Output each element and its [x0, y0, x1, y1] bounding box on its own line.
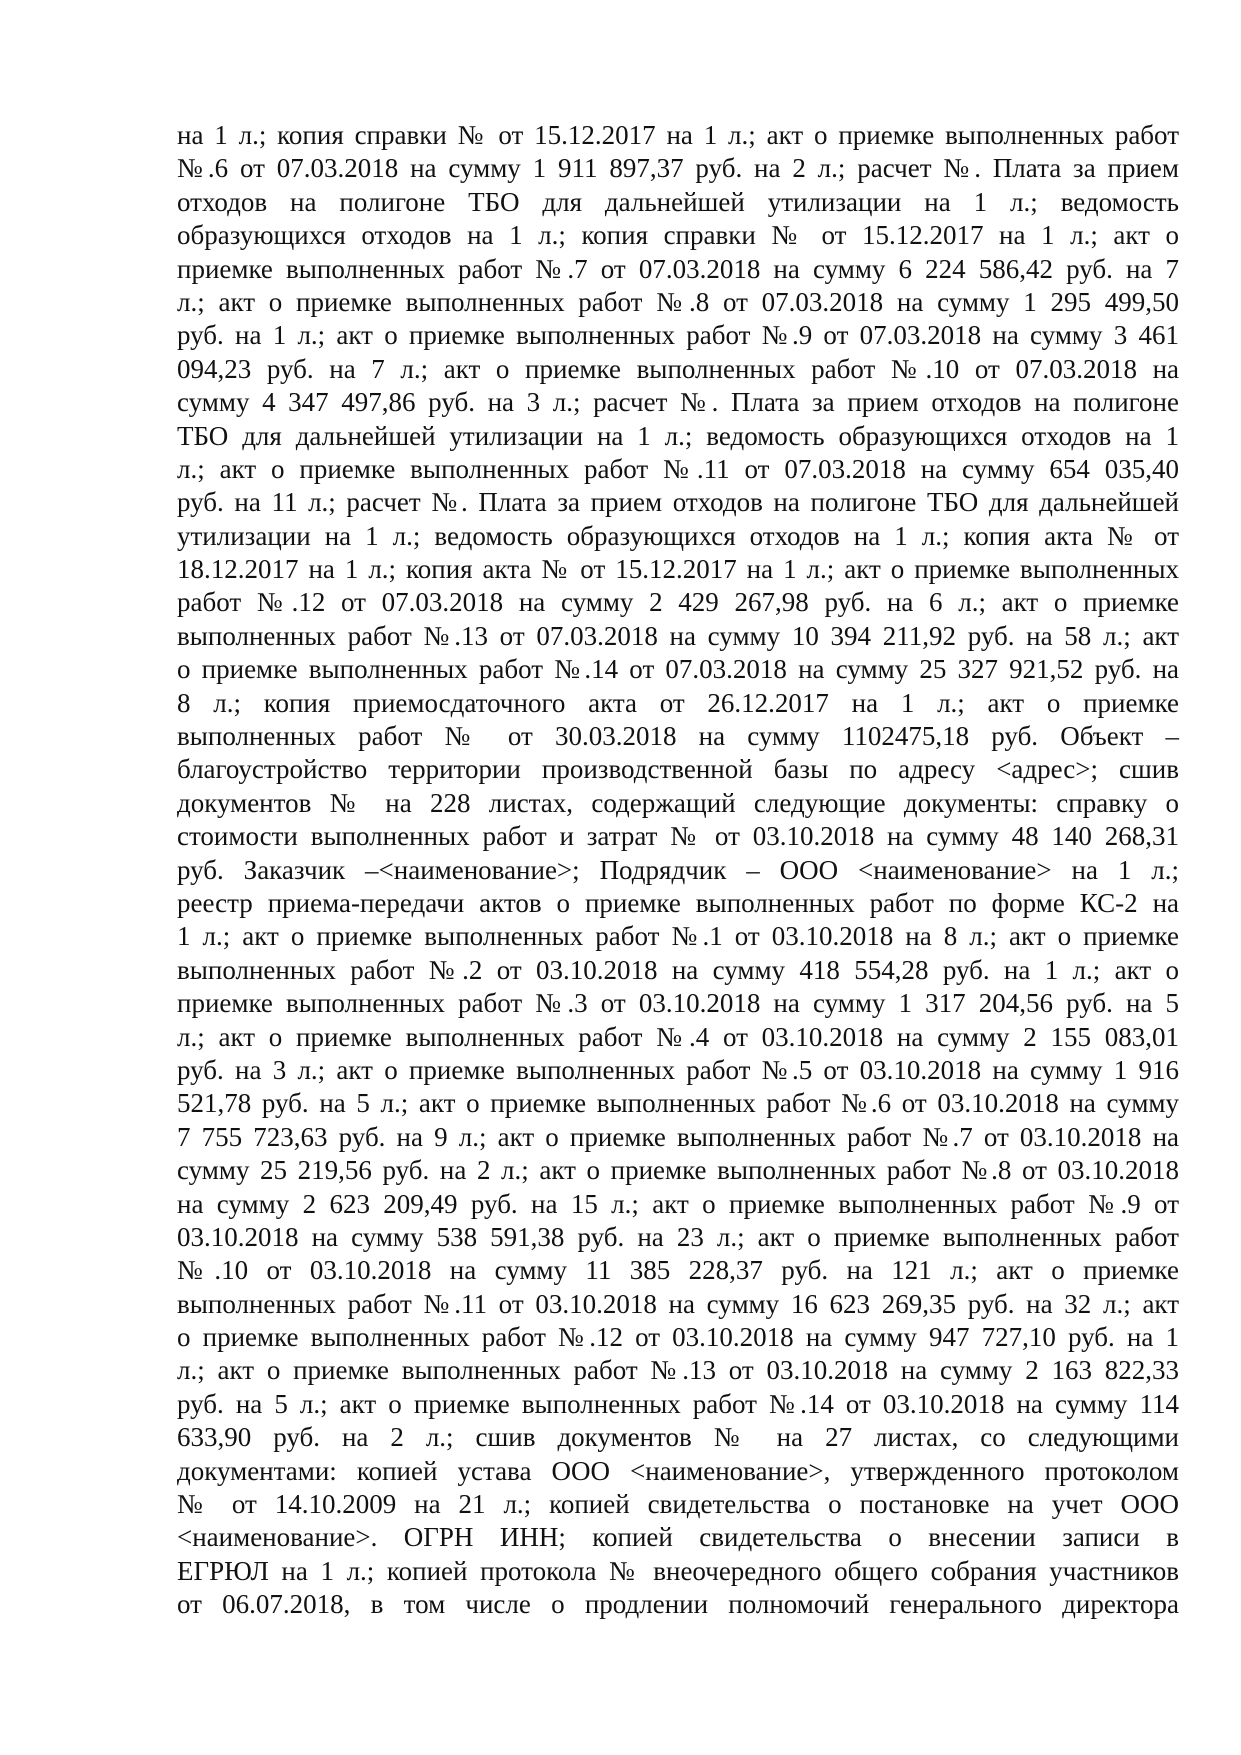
text-line: от 06.07.2018, в том числе о продлении полномочий генерального директора — [177, 1589, 1179, 1620]
text-line: приемке выполненных работ №.3 от 03.10.2018 на сумму 1 317 204,56 руб. на 5 — [177, 988, 1179, 1019]
text-line: документами: копией устава ООО <наименование>, утвержденного протоколом — [177, 1455, 1179, 1486]
text-line: работ №.12 от 07.03.2018 на сумму 2 429 267,98 руб. на 6 л.; акт о приемке — [177, 587, 1179, 618]
text-line: 7 755 723,63 руб. на 9 л.; акт о приемке выполненных работ №.7 от 03.10.2018 на — [177, 1121, 1179, 1152]
text-line: ЕГРЮЛ на 1 л.; копией протокола № внеочередного общего собрания участников — [177, 1555, 1179, 1586]
text-line: №.6 от 07.03.2018 на сумму 1 911 897,37 руб. на 2 л.; расчет №. Плата за прием — [177, 153, 1179, 184]
text-line: 18.12.2017 на 1 л.; копия акта № от 15.12.2017 на 1 л.; акт о приемке выполненных — [177, 554, 1179, 585]
text-line: л.; акт о приемке выполненных работ №.4 от 03.10.2018 на сумму 2 155 083,01 — [177, 1021, 1179, 1052]
text-line: 521,78 руб. на 5 л.; акт о приемке выполненных работ №.6 от 03.10.2018 на сумму — [177, 1088, 1179, 1119]
text-line: <наименование>. ОГРН ИНН; копией свидетельства о внесении записи в — [177, 1522, 1179, 1553]
text-line: на сумму 2 623 209,49 руб. на 15 л.; акт о приемке выполненных работ №.9 от — [177, 1188, 1179, 1219]
text-line: руб. на 1 л.; акт о приемке выполненных работ №.9 от 07.03.2018 на сумму 3 461 — [177, 320, 1179, 351]
text-line: 03.10.2018 на сумму 538 591,38 руб. на 23 л.; акт о приемке выполненных работ — [177, 1221, 1179, 1252]
text-line: утилизации на 1 л.; ведомость образующихся отходов на 1 л.; копия акта № от — [177, 520, 1179, 551]
text-line: отходов на полигоне ТБО для дальнейшей утилизации на 1 л.; ведомость — [177, 186, 1179, 217]
text-line: образующихся отходов на 1 л.; копия справки № от 15.12.2017 на 1 л.; акт о — [177, 220, 1179, 251]
text-line: л.; акт о приемке выполненных работ №.13 от 03.10.2018 на сумму 2 163 822,33 — [177, 1355, 1179, 1386]
text-line: 633,90 руб. на 2 л.; сшив документов № на 27 листах, со следующими — [177, 1422, 1179, 1453]
text-line: на 1 л.; копия справки № от 15.12.2017 на 1 л.; акт о приемке выполненных работ — [177, 120, 1179, 150]
text-line: 1 л.; акт о приемке выполненных работ №.1 от 03.10.2018 на 8 л.; акт о приемке — [177, 921, 1179, 952]
text-line: о приемке выполненных работ №.14 от 07.03.2018 на сумму 25 327 921,52 руб. на — [177, 654, 1179, 685]
body-text — [177, 119, 1179, 1622]
text-line: № от 14.10.2009 на 21 л.; копией свидетельства о постановке на учет ООО — [177, 1489, 1179, 1520]
text-line: о приемке выполненных работ №.12 от 03.10.2018 на сумму 947 727,10 руб. на 1 — [177, 1322, 1179, 1353]
text-line: л.; акт о приемке выполненных работ №.8 от 07.03.2018 на сумму 1 295 499,50 — [177, 286, 1179, 317]
text-line: л.; акт о приемке выполненных работ №.11 от 07.03.2018 на сумму 654 035,40 — [177, 453, 1179, 484]
text-line: руб. на 3 л.; акт о приемке выполненных работ №.5 от 03.10.2018 на сумму 1 916 — [177, 1054, 1179, 1085]
text-line: благоустройство территории производственной базы по адресу <адрес>; сшив — [177, 754, 1179, 785]
text-line: руб. Заказчик –<наименование>; Подрядчик – ООО <наименование> на 1 л.; — [177, 854, 1179, 885]
text-line: приемке выполненных работ №.7 от 07.03.2018 на сумму 6 224 586,42 руб. на 7 — [177, 253, 1179, 284]
text-line: выполненных работ №.2 от 03.10.2018 на сумму 418 554,28 руб. на 1 л.; акт о — [177, 954, 1179, 985]
text-line: выполненных работ №.11 от 03.10.2018 на сумму 16 623 269,35 руб. на 32 л.; акт — [177, 1288, 1179, 1319]
text-line: выполненных работ №.13 от 07.03.2018 на сумму 10 394 211,92 руб. на 58 л.; акт — [177, 620, 1179, 651]
text-line: сумму 4 347 497,86 руб. на 3 л.; расчет №. Плата за прием отходов на полигоне — [177, 387, 1179, 418]
text-line: 8 л.; копия приемосдаточного акта от 26.12.2017 на 1 л.; акт о приемке — [177, 687, 1179, 718]
text-line: документов № на 228 листах, содержащий следующие документы: справку о — [177, 787, 1179, 818]
text-line: ТБО для дальнейшей утилизации на 1 л.; ведомость образующихся отходов на 1 — [177, 420, 1179, 451]
text-line: сумму 25 219,56 руб. на 2 л.; акт о приемке выполненных работ №.8 от 03.10.2018 — [177, 1155, 1179, 1186]
text-line: руб. на 5 л.; акт о приемке выполненных работ №.14 от 03.10.2018 на сумму 114 — [177, 1388, 1179, 1419]
text-line: №.10 от 03.10.2018 на сумму 11 385 228,37 руб. на 121 л.; акт о приемке — [177, 1255, 1179, 1286]
text-line: 094,23 руб. на 7 л.; акт о приемке выполненных работ №.10 от 07.03.2018 на — [177, 353, 1179, 384]
text-line: руб. на 11 л.; расчет №. Плата за прием отходов на полигоне ТБО для дальнейшей — [177, 487, 1179, 518]
text-line: выполненных работ № от 30.03.2018 на сумму 1102475,18 руб. Объект – — [177, 721, 1179, 752]
text-line: стоимости выполненных работ и затрат № от 03.10.2018 на сумму 48 140 268,31 — [177, 821, 1179, 852]
text-line: реестр приема-передачи актов о приемке выполненных работ по форме КС-2 на — [177, 887, 1179, 918]
